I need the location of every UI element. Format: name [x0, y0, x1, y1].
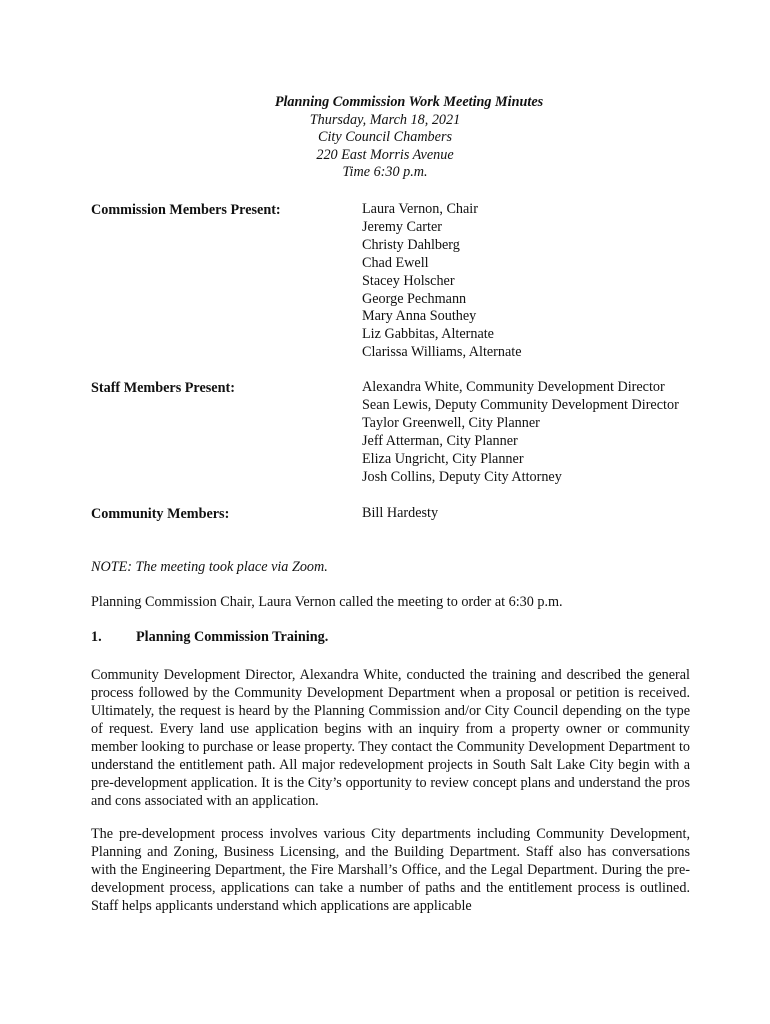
- predevelopment-paragraph: The pre-development process involves various City departments including Community Development, Planning and Zoning, Business Licensing, and the Building Department. Staff also has conversations with the Engineering Department, the Fire Marshall’s Office, and the Legal Department. During the pre-development process, applications can take a number of paths and the entitlement process is outlined. Staff helps applicants understand which applications are applicable: [91, 826, 690, 914]
- meeting-location: City Council Chambers: [318, 129, 452, 146]
- commission-member: Clarissa Williams, Alternate: [362, 344, 522, 361]
- document-title: Planning Commission Work Meeting Minutes: [274, 94, 544, 110]
- commission-members-list: [362, 201, 522, 362]
- staff-member: Eliza Ungricht, City Planner: [362, 450, 524, 467]
- staff-members-label: Staff Members Present:: [91, 380, 235, 396]
- commission-member: George Pechmann: [362, 290, 467, 307]
- training-paragraph: Community Development Director, Alexandra White, conducted the training and described the general process followed by the Community Development Department when a proposal or petition is received. Ultimately, the request is heard by the Planning Commission and/or City Council depending on the type of request. Every land use application begins with an inquiry from a property owner or community member looking to purchase or lease property. They contact the Community Development Department to understand the entitlement path. All major redevelopment projects in South Salt Lake City begin with a pre-development application. It is the City’s opportunity to review concept plans and understand the pros and cons associated with an application.: [91, 667, 690, 809]
- section-number: 1.: [91, 629, 102, 645]
- meeting-time: Time 6:30 p.m.: [342, 164, 428, 181]
- staff-member: Alexandra White, Community Development Director: [362, 379, 665, 395]
- call-to-order: Planning Commission Chair, Laura Vernon called the meeting to order at 6:30 p.m.: [91, 594, 563, 610]
- staff-member: Josh Collins, Deputy City Attorney: [362, 468, 562, 485]
- commission-member: Stacey Holscher: [362, 272, 455, 289]
- commission-members-label: Commission Members Present:: [91, 202, 281, 218]
- commission-member: Liz Gabbitas, Alternate: [362, 326, 494, 343]
- meeting-address: 220 East Morris Avenue: [316, 146, 454, 163]
- staff-member: Sean Lewis, Deputy Community Development Director: [362, 396, 679, 413]
- commission-member: Chad Ewell: [362, 254, 429, 271]
- zoom-note: NOTE: The meeting took place via Zoom.: [91, 559, 328, 575]
- section-title: Planning Commission Training.: [136, 629, 329, 645]
- meeting-header: [0, 94, 770, 182]
- commission-member: Laura Vernon, Chair: [362, 201, 478, 217]
- community-members-list: [362, 505, 438, 523]
- staff-member: Taylor Greenwell, City Planner: [362, 414, 540, 431]
- section-heading: [91, 628, 328, 646]
- community-members-label: Community Members:: [91, 506, 230, 522]
- commission-member: Mary Anna Southey: [362, 308, 477, 325]
- staff-member: Jeff Atterman, City Planner: [362, 432, 518, 449]
- staff-members-list: [362, 379, 679, 486]
- community-member: Bill Hardesty: [362, 505, 439, 521]
- commission-member: Christy Dahlberg: [362, 236, 460, 253]
- commission-member: Jeremy Carter: [362, 218, 442, 235]
- meeting-date: Thursday, March 18, 2021: [309, 111, 461, 128]
